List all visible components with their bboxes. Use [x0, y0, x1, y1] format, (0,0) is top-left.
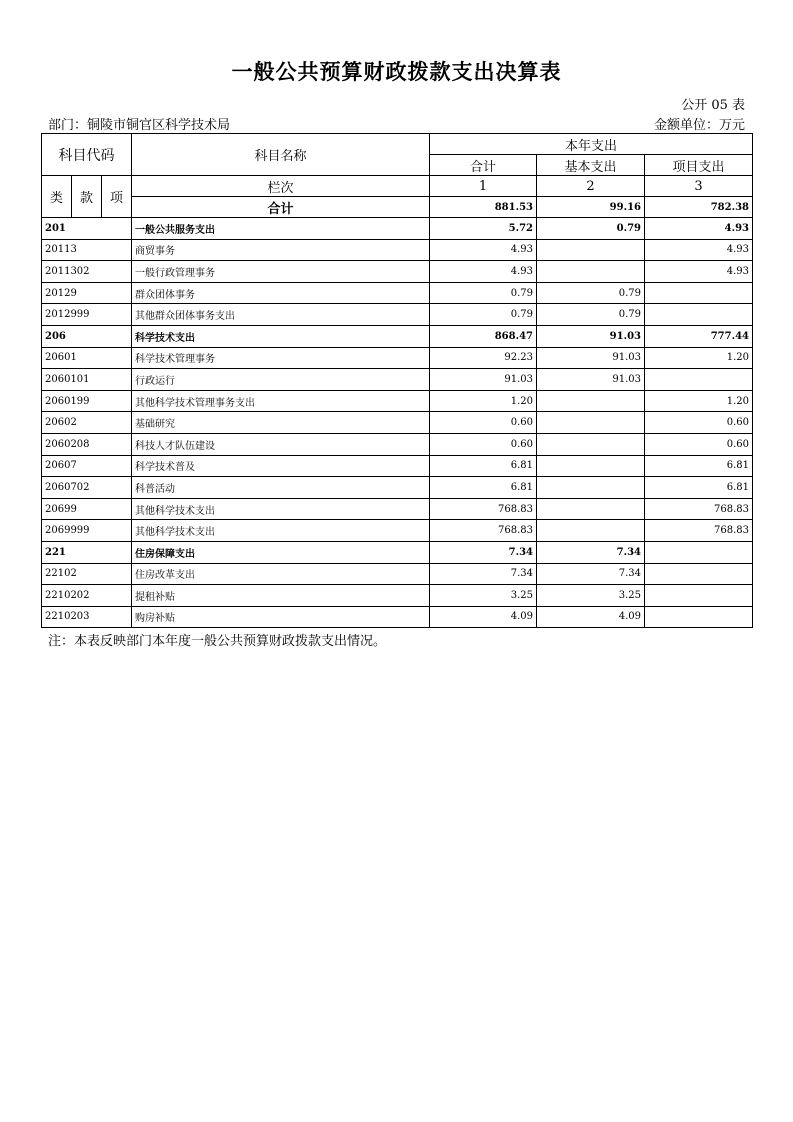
row-basic	[537, 477, 645, 499]
row-name: 住房改革支出	[132, 563, 430, 585]
row-code: 201	[42, 218, 132, 240]
header-lei: 类	[42, 176, 72, 218]
header-expense-group: 本年支出	[430, 134, 753, 155]
row-code: 20129	[42, 282, 132, 304]
row-code: 20602	[42, 412, 132, 434]
row-basic	[537, 261, 645, 283]
header-col3: 3	[645, 176, 753, 197]
row-basic: 4.09	[537, 606, 645, 628]
table-row	[42, 390, 753, 412]
row-project: 1.20	[645, 390, 753, 412]
row-basic: 91.03	[537, 347, 645, 369]
row-basic: 3.25	[537, 585, 645, 607]
row-basic	[537, 455, 645, 477]
row-project	[645, 282, 753, 304]
row-code: 206	[42, 325, 132, 347]
row-code: 20607	[42, 455, 132, 477]
page-title: 一般公共预算财政拨款支出决算表	[231, 60, 562, 84]
row-basic: 91.03	[537, 325, 645, 347]
row-project: 768.83	[645, 498, 753, 520]
row-name: 一般行政管理事务	[132, 261, 430, 283]
row-code: 2012999	[42, 304, 132, 326]
table-row	[42, 261, 753, 283]
row-name: 群众团体事务	[132, 282, 430, 304]
table-row	[42, 369, 753, 391]
header-total: 合计	[430, 155, 537, 176]
row-project: 4.93	[645, 239, 753, 261]
row-project: 1.20	[645, 347, 753, 369]
row-basic	[537, 412, 645, 434]
table-row	[42, 606, 753, 628]
row-code: 221	[42, 541, 132, 563]
row-basic: 0.79	[537, 282, 645, 304]
row-total: 6.81	[430, 455, 537, 477]
row-total: 5.72	[430, 218, 537, 240]
sum-label: 合计	[132, 197, 430, 218]
row-total: 0.60	[430, 433, 537, 455]
header-xiang: 项	[102, 176, 132, 218]
row-total: 7.34	[430, 563, 537, 585]
row-name: 购房补贴	[132, 606, 430, 628]
row-name: 其他科学技术支出	[132, 498, 430, 520]
table-row	[42, 347, 753, 369]
row-project: 4.93	[645, 261, 753, 283]
table-row	[42, 541, 753, 563]
row-total: 4.09	[430, 606, 537, 628]
row-code: 2210202	[42, 585, 132, 607]
row-name: 其他科学技术支出	[132, 520, 430, 542]
row-code: 22102	[42, 563, 132, 585]
row-project	[645, 369, 753, 391]
row-total: 1.20	[430, 390, 537, 412]
sum-total: 881.53	[430, 197, 537, 218]
header-col2: 2	[537, 176, 645, 197]
row-code: 2060199	[42, 390, 132, 412]
row-name: 商贸事务	[132, 239, 430, 261]
table-row	[42, 304, 753, 326]
row-total: 0.79	[430, 282, 537, 304]
row-name: 其他科学技术管理事务支出	[132, 390, 430, 412]
form-number: 公开 05 表	[681, 98, 745, 113]
table-row	[42, 239, 753, 261]
row-name: 一般公共服务支出	[132, 218, 430, 240]
row-basic: 0.79	[537, 304, 645, 326]
row-code: 2060101	[42, 369, 132, 391]
row-project	[645, 541, 753, 563]
table-row	[42, 455, 753, 477]
header-col1: 1	[430, 176, 537, 197]
row-basic: 91.03	[537, 369, 645, 391]
row-code: 20113	[42, 239, 132, 261]
row-basic	[537, 520, 645, 542]
row-total: 0.79	[430, 304, 537, 326]
row-name: 基础研究	[132, 412, 430, 434]
row-code: 20601	[42, 347, 132, 369]
table-row	[42, 585, 753, 607]
row-total: 92.23	[430, 347, 537, 369]
table-row	[42, 520, 753, 542]
row-basic	[537, 390, 645, 412]
row-project	[645, 606, 753, 628]
row-name: 科普活动	[132, 477, 430, 499]
row-basic	[537, 239, 645, 261]
row-total: 768.83	[430, 520, 537, 542]
row-code: 2060702	[42, 477, 132, 499]
row-total: 0.60	[430, 412, 537, 434]
row-name: 科学技术管理事务	[132, 347, 430, 369]
row-name: 科学技术普及	[132, 455, 430, 477]
header-basic: 基本支出	[537, 155, 645, 176]
row-total: 6.81	[430, 477, 537, 499]
header-project: 项目支出	[645, 155, 753, 176]
row-name: 科学技术支出	[132, 325, 430, 347]
row-project: 768.83	[645, 520, 753, 542]
row-project	[645, 585, 753, 607]
row-total: 7.34	[430, 541, 537, 563]
row-basic: 7.34	[537, 541, 645, 563]
table-row	[42, 282, 753, 304]
row-total: 4.93	[430, 239, 537, 261]
row-total: 91.03	[430, 369, 537, 391]
row-code: 2210203	[42, 606, 132, 628]
row-project: 0.60	[645, 433, 753, 455]
header-col-label: 栏次	[132, 176, 430, 197]
table-row	[42, 498, 753, 520]
row-name: 科技人才队伍建设	[132, 433, 430, 455]
row-total: 868.47	[430, 325, 537, 347]
row-name: 其他群众团体事务支出	[132, 304, 430, 326]
row-name: 行政运行	[132, 369, 430, 391]
table-row	[42, 218, 753, 240]
header-code-group: 科目代码	[42, 134, 132, 176]
row-project: 4.93	[645, 218, 753, 240]
row-code: 2069999	[42, 520, 132, 542]
row-project	[645, 304, 753, 326]
table-row	[42, 325, 753, 347]
row-code: 2060208	[42, 433, 132, 455]
row-basic	[537, 433, 645, 455]
row-code: 20699	[42, 498, 132, 520]
table-row	[42, 433, 753, 455]
row-project: 6.81	[645, 455, 753, 477]
header-kuan: 款	[72, 176, 102, 218]
row-name: 提租补贴	[132, 585, 430, 607]
department-label: 部门：铜陵市铜官区科学技术局	[48, 118, 231, 133]
row-basic: 7.34	[537, 563, 645, 585]
row-total: 768.83	[430, 498, 537, 520]
row-project: 0.60	[645, 412, 753, 434]
row-code: 2011302	[42, 261, 132, 283]
unit-label: 金额单位：万元	[653, 118, 745, 133]
expenditure-table	[41, 133, 753, 628]
table-row	[42, 477, 753, 499]
sum-basic: 99.16	[537, 197, 645, 218]
row-total: 3.25	[430, 585, 537, 607]
row-project: 777.44	[645, 325, 753, 347]
table-row	[42, 563, 753, 585]
row-basic	[537, 498, 645, 520]
table-row	[42, 412, 753, 434]
row-basic: 0.79	[537, 218, 645, 240]
row-name: 住房保障支出	[132, 541, 430, 563]
row-project	[645, 563, 753, 585]
row-project: 6.81	[645, 477, 753, 499]
sum-project: 782.38	[645, 197, 753, 218]
header-name: 科目名称	[132, 134, 430, 176]
footnote: 注：本表反映部门本年度一般公共预算财政拨款支出情况。	[48, 634, 387, 649]
row-total: 4.93	[430, 261, 537, 283]
